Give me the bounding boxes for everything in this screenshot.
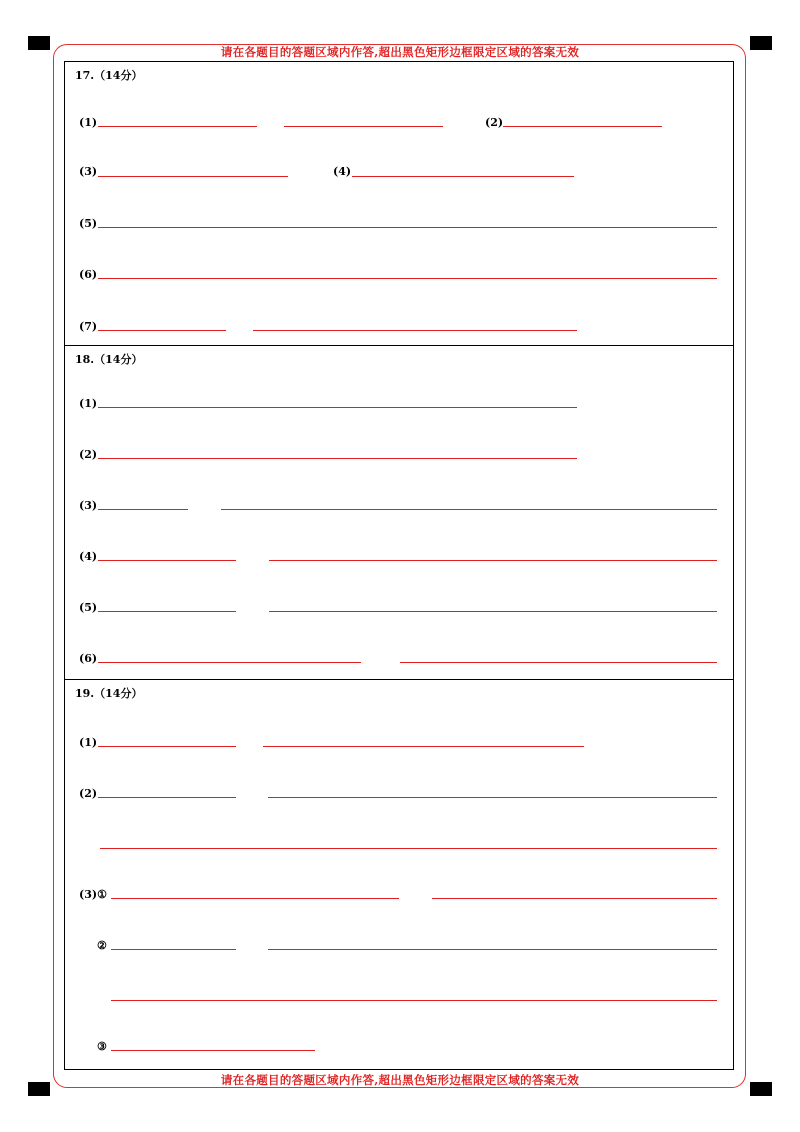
q19-part-3-3-blank[interactable] <box>111 1050 315 1051</box>
q19-part-3-2-blank-b[interactable] <box>268 949 717 950</box>
q18-part-1-blank[interactable] <box>98 407 577 408</box>
header-notice: 请在各题目的答题区域内作答,超出黑色矩形边框限定区域的答案无效 <box>220 45 580 59</box>
q19-part-1-blank-b[interactable] <box>263 746 584 747</box>
q19-part-3-1-blank-b[interactable] <box>432 898 717 899</box>
q17-part-6-blank[interactable] <box>98 278 717 279</box>
q19-part-3-2-label: ② <box>97 939 107 952</box>
q19-part-3-3-label: ③ <box>97 1040 107 1053</box>
q17-part-5-label: (5) <box>79 217 98 230</box>
q19-part-2-blank-c[interactable] <box>100 848 717 849</box>
q18-part-2-blank[interactable] <box>98 458 577 459</box>
question-18-box <box>64 345 734 680</box>
q17-part-2-blank[interactable] <box>503 126 662 127</box>
q19-part-2-blank-a[interactable] <box>98 797 236 798</box>
q19-part-1-label: (1) <box>79 736 98 749</box>
q17-part-5-blank[interactable] <box>98 227 717 228</box>
q17-part-3-label: (3) <box>79 165 98 178</box>
q17-part-1-blank-a[interactable] <box>98 126 257 127</box>
q18-part-6-blank-b[interactable] <box>400 662 717 663</box>
q17-part-7-blank-b[interactable] <box>253 330 577 331</box>
q18-part-4-label: (4) <box>79 550 98 563</box>
q19-part-3-2-blank-a[interactable] <box>111 949 236 950</box>
q18-part-5-label: (5) <box>79 601 98 614</box>
q19-part-1-blank-a[interactable] <box>98 746 236 747</box>
question-18-title: 18.（14分） <box>75 353 143 366</box>
q18-part-3-label: (3) <box>79 499 98 512</box>
q19-part-3-1-blank-a[interactable] <box>111 898 399 899</box>
question-19-box <box>64 679 734 1070</box>
q19-part-2-blank-b[interactable] <box>268 797 717 798</box>
q19-part-2-label: (2) <box>79 787 98 800</box>
q17-part-6-label: (6) <box>79 268 98 281</box>
q18-part-5-blank-b[interactable] <box>269 611 717 612</box>
q17-part-2-label: (2) <box>485 116 504 129</box>
question-17-box <box>64 61 734 346</box>
q18-part-3-blank-b[interactable] <box>221 509 717 510</box>
q17-part-3-blank[interactable] <box>98 176 288 177</box>
footer-notice: 请在各题目的答题区域内作答,超出黑色矩形边框限定区域的答案无效 <box>220 1073 580 1087</box>
q18-part-6-blank-a[interactable] <box>98 662 361 663</box>
q17-part-4-label: (4) <box>333 165 352 178</box>
q17-part-7-label: (7) <box>79 320 98 333</box>
q18-part-6-label: (6) <box>79 652 98 665</box>
q17-part-1-label: (1) <box>79 116 98 129</box>
question-17-title: 17.（14分） <box>75 69 143 82</box>
question-19-title: 19.（14分） <box>75 687 143 700</box>
q18-part-1-label: (1) <box>79 397 98 410</box>
q17-part-1-blank-b[interactable] <box>284 126 443 127</box>
q17-part-4-blank[interactable] <box>352 176 574 177</box>
q17-part-7-blank-a[interactable] <box>98 330 226 331</box>
q18-part-2-label: (2) <box>79 448 98 461</box>
q18-part-5-blank-a[interactable] <box>98 611 236 612</box>
q18-part-4-blank-a[interactable] <box>98 560 236 561</box>
q19-part-3-2-blank-c[interactable] <box>111 1000 717 1001</box>
q19-part-3-label: (3)① <box>79 888 107 901</box>
q18-part-4-blank-b[interactable] <box>269 560 717 561</box>
q18-part-3-blank-a[interactable] <box>98 509 188 510</box>
